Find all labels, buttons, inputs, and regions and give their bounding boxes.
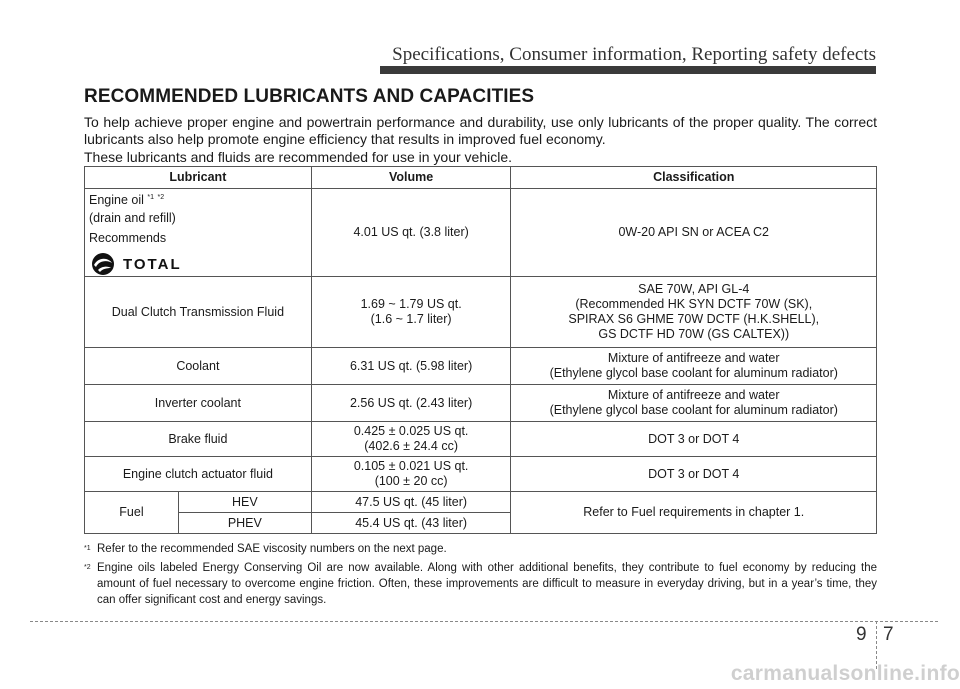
fuel-name: Fuel bbox=[85, 492, 179, 534]
inverter-volume: 2.56 US qt. (2.43 liter) bbox=[311, 385, 511, 422]
clutch-name: Engine clutch actuator fluid bbox=[85, 457, 312, 492]
footnote-1-mark: *1 bbox=[84, 545, 91, 552]
watermark: carmanualsonline.info bbox=[730, 662, 960, 685]
section-title: RECOMMENDED LUBRICANTS AND CAPACITIES bbox=[84, 86, 535, 107]
brake-volume: 0.425 ± 0.025 US qt. (402.6 ± 24.4 cc) bbox=[311, 422, 511, 457]
dct-classification: SAE 70W, API GL-4 (Recommended HK SYN DCTF 70W (SK), SPIRAX S6 GHME 70W DCTF (H.K.SHELL), GS DCTF HD 70W (GS CALTEX)) bbox=[511, 277, 877, 348]
footnote-2-text: Engine oils labeled Energy Conserving Oil are now available. Along with other additional benefits, they contribute to fuel economy by reducing the amount of fuel necessary to overcome engine friction. Often, these improvements are difficult to measure in everyday driving, but in a year’s time, they can offer significant cost and energy savings. bbox=[97, 562, 877, 606]
engine-oil-sub: (drain and refill) bbox=[89, 211, 176, 225]
brake-classification: DOT 3 or DOT 4 bbox=[511, 422, 877, 457]
table-row-dct bbox=[85, 277, 877, 348]
total-logo bbox=[89, 252, 307, 276]
fuel-phev-label: PHEV bbox=[178, 513, 311, 534]
table-row-inverter-coolant bbox=[85, 385, 877, 422]
inverter-name: Inverter coolant bbox=[85, 385, 312, 422]
fuel-classification: Refer to Fuel requirements in chapter 1. bbox=[511, 492, 877, 534]
inverter-classification: Mixture of antifreeze and water (Ethylene glycol base coolant for aluminum radiator) bbox=[511, 385, 877, 422]
engine-oil-volume: 4.01 US qt. (3.8 liter) bbox=[311, 189, 511, 277]
total-logo-icon bbox=[89, 252, 117, 276]
footnote-2 bbox=[84, 560, 877, 608]
footnote-2-mark: *2 bbox=[84, 564, 91, 571]
footnote-1 bbox=[84, 541, 877, 557]
engine-oil-name: Engine oil $^{*1}$ $^{*2}$ bbox=[89, 193, 165, 207]
table-row-fuel-hev bbox=[85, 492, 877, 513]
fuel-phev-volume: 45.4 US qt. (43 liter) bbox=[311, 513, 511, 534]
fuel-hev-volume: 47.5 US qt. (45 liter) bbox=[311, 492, 511, 513]
table-row-coolant bbox=[85, 348, 877, 385]
header-lubricant: Lubricant bbox=[85, 167, 312, 189]
header-classification: Classification bbox=[511, 167, 877, 189]
coolant-name: Coolant bbox=[85, 348, 312, 385]
footnote-mark-2: *2 bbox=[157, 194, 165, 201]
table-header-row bbox=[85, 167, 877, 189]
footnote-mark-1: *1 bbox=[147, 194, 155, 201]
engine-oil-cell bbox=[85, 189, 312, 277]
header-volume: Volume bbox=[311, 167, 511, 189]
intro-paragraph-1: To help achieve proper engine and powertrain performance and durability, use only lubricants of the proper quality. The correct lubricants also help promote engine efficiency that results in improved fuel economy. bbox=[84, 114, 877, 147]
table-row-engine-oil bbox=[85, 189, 877, 277]
footnotes bbox=[84, 541, 877, 608]
table-row-clutch-fluid bbox=[85, 457, 877, 492]
dct-name: Dual Clutch Transmission Fluid bbox=[85, 277, 312, 348]
engine-oil-recommends: Recommends bbox=[89, 231, 167, 245]
coolant-volume: 6.31 US qt. (5.98 liter) bbox=[311, 348, 511, 385]
footer-divider bbox=[30, 621, 938, 622]
running-header-title: Specifications, Consumer information, Reporting safety defects bbox=[392, 44, 876, 65]
coolant-classification: Mixture of antifreeze and water (Ethylene glycol base coolant for aluminum radiator) bbox=[511, 348, 877, 385]
table-row-brake-fluid bbox=[85, 422, 877, 457]
footnote-1-text: Refer to the recommended SAE viscosity numbers on the next page. bbox=[97, 543, 447, 555]
dct-volume: 1.69 ~ 1.79 US qt. (1.6 ~ 1.7 liter) bbox=[311, 277, 511, 348]
clutch-classification: DOT 3 or DOT 4 bbox=[511, 457, 877, 492]
engine-oil-classification: 0W-20 API SN or ACEA C2 bbox=[511, 189, 877, 277]
total-logo-text: TOTAL bbox=[123, 255, 182, 273]
intro-paragraph-2: These lubricants and fluids are recommended for use in your vehicle. bbox=[84, 149, 512, 165]
fuel-hev-label: HEV bbox=[178, 492, 311, 513]
brake-name: Brake fluid bbox=[85, 422, 312, 457]
lubricants-table bbox=[84, 166, 877, 534]
page-chapter: 9 bbox=[856, 624, 867, 645]
header-bar bbox=[380, 66, 876, 74]
page-number: 7 bbox=[883, 624, 894, 645]
clutch-volume: 0.105 ± 0.021 US qt. (100 ± 20 cc) bbox=[311, 457, 511, 492]
